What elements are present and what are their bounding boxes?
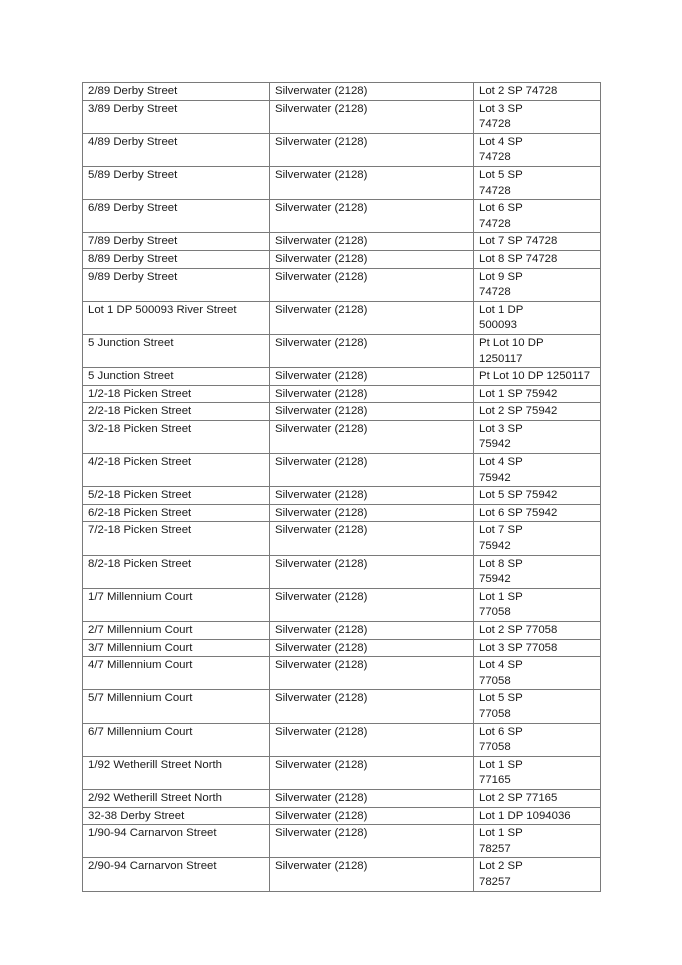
address-cell: 5 Junction Street bbox=[83, 334, 270, 367]
suburb-cell: Silverwater (2128) bbox=[270, 420, 474, 453]
table-row bbox=[83, 588, 601, 621]
lot-cell: Lot 5 SP 74728 bbox=[474, 166, 601, 199]
address-cell: 3/2-18 Picken Street bbox=[83, 420, 270, 453]
suburb-cell: Silverwater (2128) bbox=[270, 690, 474, 723]
suburb-cell: Silverwater (2128) bbox=[270, 588, 474, 621]
table-row bbox=[83, 133, 601, 166]
address-cell: 7/2-18 Picken Street bbox=[83, 522, 270, 555]
address-cell: 32-38 Derby Street bbox=[83, 807, 270, 825]
address-cell: 8/2-18 Picken Street bbox=[83, 555, 270, 588]
suburb-cell: Silverwater (2128) bbox=[270, 268, 474, 301]
address-cell: 2/92 Wetherill Street North bbox=[83, 789, 270, 807]
address-cell: 5 Junction Street bbox=[83, 368, 270, 386]
address-cell: 1/2-18 Picken Street bbox=[83, 385, 270, 403]
address-cell: 4/7 Millennium Court bbox=[83, 657, 270, 690]
lot-cell: Lot 2 SP 75942 bbox=[474, 403, 601, 421]
address-cell: 5/2-18 Picken Street bbox=[83, 487, 270, 505]
table-row bbox=[83, 487, 601, 505]
table-row bbox=[83, 301, 601, 334]
suburb-cell: Silverwater (2128) bbox=[270, 807, 474, 825]
table-row bbox=[83, 807, 601, 825]
table-row bbox=[83, 368, 601, 386]
table-row bbox=[83, 639, 601, 657]
table-row bbox=[83, 858, 601, 891]
suburb-cell: Silverwater (2128) bbox=[270, 334, 474, 367]
suburb-cell: Silverwater (2128) bbox=[270, 83, 474, 101]
lot-cell: Lot 3 SP 74728 bbox=[474, 100, 601, 133]
lot-cell: Lot 7 SP 74728 bbox=[474, 233, 601, 251]
address-cell: 6/7 Millennium Court bbox=[83, 723, 270, 756]
lot-cell: Lot 1 DP 1094036 bbox=[474, 807, 601, 825]
lot-cell: Lot 4 SP 75942 bbox=[474, 454, 601, 487]
table-row bbox=[83, 200, 601, 233]
table-row bbox=[83, 789, 601, 807]
table-row bbox=[83, 250, 601, 268]
lot-cell: Lot 8 SP 75942 bbox=[474, 555, 601, 588]
table-row bbox=[83, 403, 601, 421]
address-cell: 2/2-18 Picken Street bbox=[83, 403, 270, 421]
address-cell: 2/90-94 Carnarvon Street bbox=[83, 858, 270, 891]
table-row bbox=[83, 657, 601, 690]
address-cell: 1/92 Wetherill Street North bbox=[83, 756, 270, 789]
lot-cell: Lot 5 SP 77058 bbox=[474, 690, 601, 723]
table-row bbox=[83, 334, 601, 367]
suburb-cell: Silverwater (2128) bbox=[270, 858, 474, 891]
lot-cell: Lot 8 SP 74728 bbox=[474, 250, 601, 268]
suburb-cell: Silverwater (2128) bbox=[270, 166, 474, 199]
suburb-cell: Silverwater (2128) bbox=[270, 756, 474, 789]
suburb-cell: Silverwater (2128) bbox=[270, 133, 474, 166]
table-row bbox=[83, 690, 601, 723]
table-body bbox=[83, 83, 601, 892]
suburb-cell: Silverwater (2128) bbox=[270, 639, 474, 657]
suburb-cell: Silverwater (2128) bbox=[270, 555, 474, 588]
address-cell: 6/2-18 Picken Street bbox=[83, 504, 270, 522]
lot-cell: Lot 1 DP 500093 bbox=[474, 301, 601, 334]
suburb-cell: Silverwater (2128) bbox=[270, 622, 474, 640]
suburb-cell: Silverwater (2128) bbox=[270, 825, 474, 858]
lot-cell: Lot 1 SP 77165 bbox=[474, 756, 601, 789]
suburb-cell: Silverwater (2128) bbox=[270, 789, 474, 807]
address-cell: 3/7 Millennium Court bbox=[83, 639, 270, 657]
suburb-cell: Silverwater (2128) bbox=[270, 723, 474, 756]
suburb-cell: Silverwater (2128) bbox=[270, 385, 474, 403]
address-cell: 5/89 Derby Street bbox=[83, 166, 270, 199]
lot-cell: Lot 1 SP 78257 bbox=[474, 825, 601, 858]
lot-cell: Lot 3 SP 75942 bbox=[474, 420, 601, 453]
table-row bbox=[83, 522, 601, 555]
table-row bbox=[83, 268, 601, 301]
address-cell: 2/89 Derby Street bbox=[83, 83, 270, 101]
address-cell: 1/7 Millennium Court bbox=[83, 588, 270, 621]
address-cell: 7/89 Derby Street bbox=[83, 233, 270, 251]
lot-cell: Lot 7 SP 75942 bbox=[474, 522, 601, 555]
lot-cell: Lot 9 SP 74728 bbox=[474, 268, 601, 301]
suburb-cell: Silverwater (2128) bbox=[270, 657, 474, 690]
suburb-cell: Silverwater (2128) bbox=[270, 200, 474, 233]
suburb-cell: Silverwater (2128) bbox=[270, 368, 474, 386]
suburb-cell: Silverwater (2128) bbox=[270, 454, 474, 487]
table-row bbox=[83, 83, 601, 101]
table-row bbox=[83, 555, 601, 588]
address-cell: 9/89 Derby Street bbox=[83, 268, 270, 301]
lot-cell: Lot 6 SP 75942 bbox=[474, 504, 601, 522]
address-cell: 4/89 Derby Street bbox=[83, 133, 270, 166]
lot-cell: Lot 2 SP 74728 bbox=[474, 83, 601, 101]
lot-cell: Pt Lot 10 DP 1250117 bbox=[474, 334, 601, 367]
table-row bbox=[83, 385, 601, 403]
table-row bbox=[83, 454, 601, 487]
table-row bbox=[83, 723, 601, 756]
table-row bbox=[83, 166, 601, 199]
property-lots-table bbox=[82, 82, 601, 892]
lot-cell: Lot 6 SP 77058 bbox=[474, 723, 601, 756]
lot-cell: Lot 2 SP 77165 bbox=[474, 789, 601, 807]
suburb-cell: Silverwater (2128) bbox=[270, 100, 474, 133]
suburb-cell: Silverwater (2128) bbox=[270, 487, 474, 505]
lot-cell: Lot 3 SP 77058 bbox=[474, 639, 601, 657]
address-cell: 4/2-18 Picken Street bbox=[83, 454, 270, 487]
address-cell: 2/7 Millennium Court bbox=[83, 622, 270, 640]
address-cell: 8/89 Derby Street bbox=[83, 250, 270, 268]
address-cell: 6/89 Derby Street bbox=[83, 200, 270, 233]
suburb-cell: Silverwater (2128) bbox=[270, 522, 474, 555]
table-row bbox=[83, 100, 601, 133]
lot-cell: Lot 2 SP 78257 bbox=[474, 858, 601, 891]
lot-cell: Lot 4 SP 74728 bbox=[474, 133, 601, 166]
suburb-cell: Silverwater (2128) bbox=[270, 301, 474, 334]
suburb-cell: Silverwater (2128) bbox=[270, 233, 474, 251]
table-row bbox=[83, 622, 601, 640]
table-row bbox=[83, 756, 601, 789]
lot-cell: Lot 2 SP 77058 bbox=[474, 622, 601, 640]
lot-cell: Lot 4 SP 77058 bbox=[474, 657, 601, 690]
lot-cell: Lot 5 SP 75942 bbox=[474, 487, 601, 505]
table-row bbox=[83, 825, 601, 858]
suburb-cell: Silverwater (2128) bbox=[270, 403, 474, 421]
address-cell: 3/89 Derby Street bbox=[83, 100, 270, 133]
suburb-cell: Silverwater (2128) bbox=[270, 250, 474, 268]
table-row bbox=[83, 504, 601, 522]
address-cell: Lot 1 DP 500093 River Street bbox=[83, 301, 270, 334]
lot-cell: Pt Lot 10 DP 1250117 bbox=[474, 368, 601, 386]
address-cell: 5/7 Millennium Court bbox=[83, 690, 270, 723]
address-cell: 1/90-94 Carnarvon Street bbox=[83, 825, 270, 858]
table-row bbox=[83, 233, 601, 251]
lot-cell: Lot 1 SP 75942 bbox=[474, 385, 601, 403]
lot-cell: Lot 6 SP 74728 bbox=[474, 200, 601, 233]
lot-cell: Lot 1 SP 77058 bbox=[474, 588, 601, 621]
suburb-cell: Silverwater (2128) bbox=[270, 504, 474, 522]
table-row bbox=[83, 420, 601, 453]
